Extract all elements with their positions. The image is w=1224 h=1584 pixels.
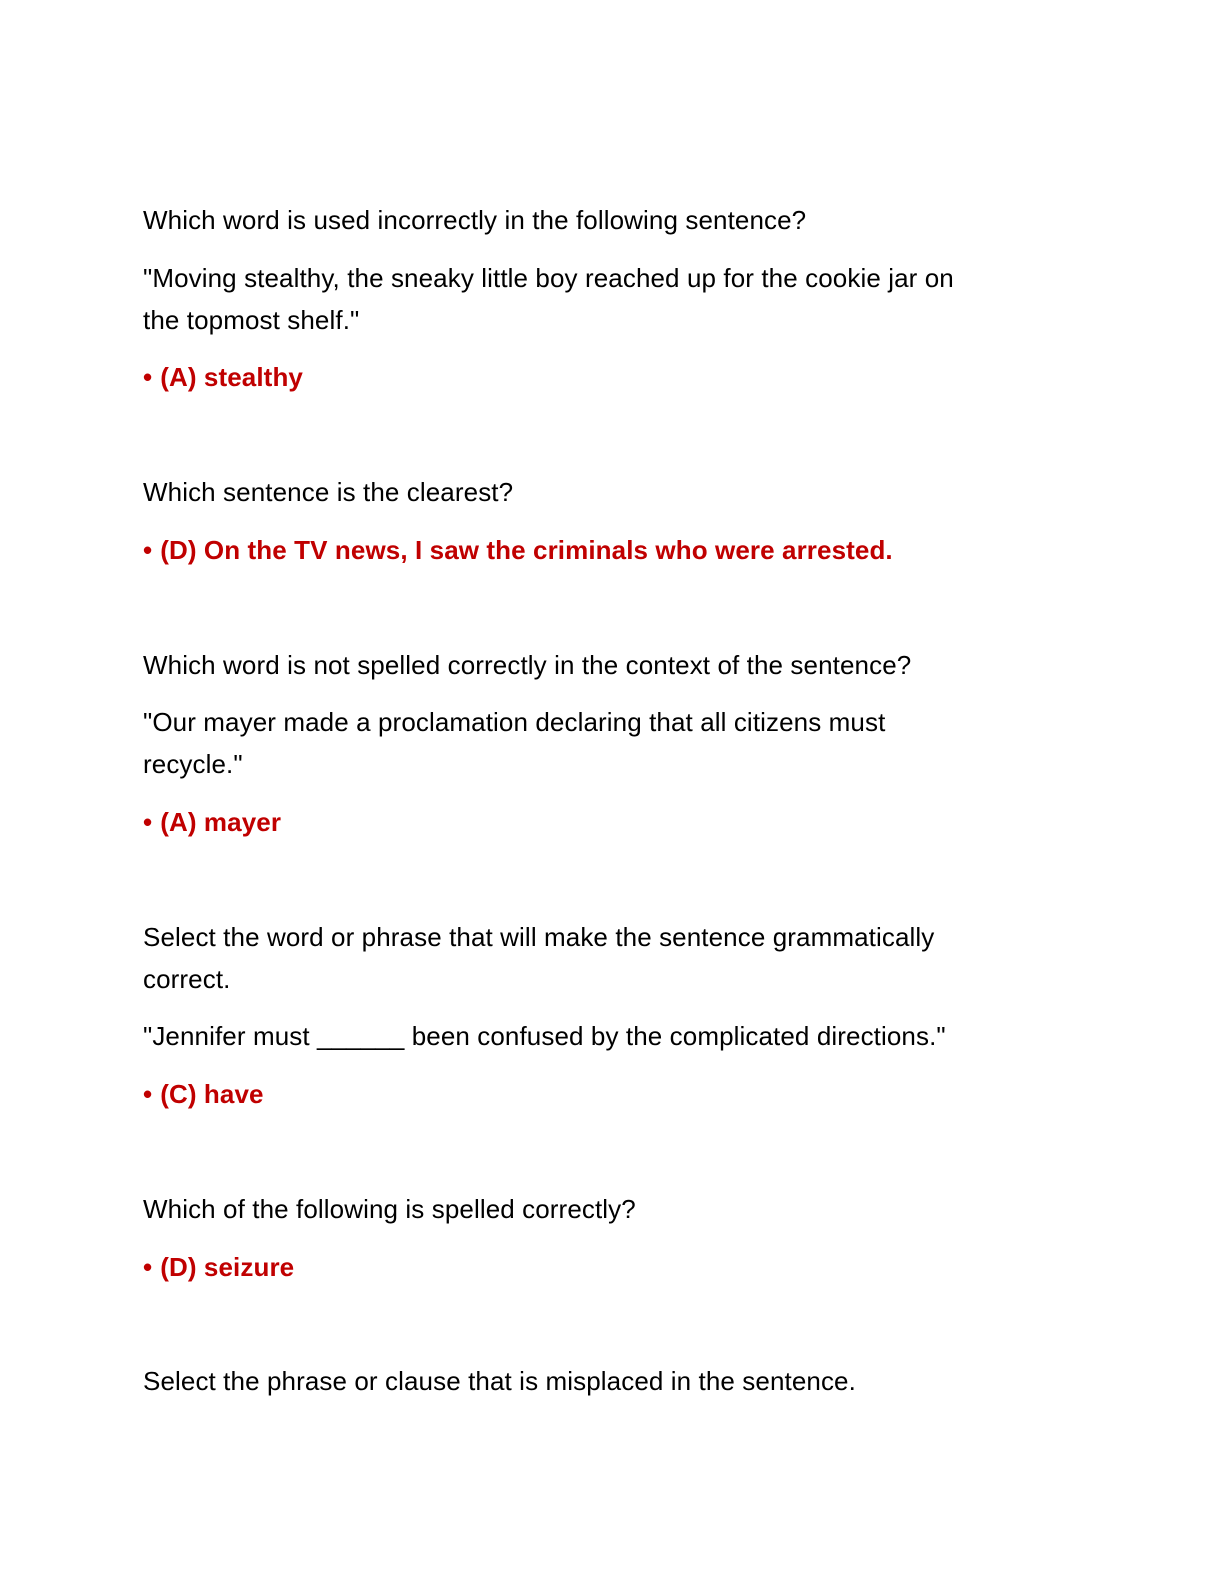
answer-3-text: (A) mayer <box>160 807 282 837</box>
question-1: Which word is used incorrectly in the following sentence? <box>143 205 807 235</box>
bullet-icon: • <box>143 535 153 565</box>
answer-5 <box>143 1251 294 1283</box>
answer-1-text: (A) stealthy <box>160 362 303 392</box>
bullet-icon: • <box>143 1252 153 1282</box>
question-5: Which of the following is spelled correctly? <box>143 1194 636 1224</box>
bullet-icon: • <box>143 807 153 837</box>
bullet-icon: • <box>143 1079 153 1109</box>
answer-4 <box>143 1078 264 1110</box>
answer-2 <box>143 534 893 566</box>
question-6: Select the phrase or clause that is misplaced in the sentence. <box>143 1366 856 1396</box>
answer-4-text: (C) have <box>160 1079 264 1109</box>
question-4-line-2: correct. <box>143 964 231 994</box>
answer-1 <box>143 361 303 393</box>
bullet-icon: • <box>143 362 153 392</box>
sentence-1-line-2: the topmost shelf." <box>143 305 360 335</box>
question-4-line-1: Select the word or phrase that will make the sentence grammatically <box>143 922 935 952</box>
sentence-4: "Jennifer must ______ been confused by the complicated directions." <box>143 1021 946 1051</box>
sentence-1-line-1: "Moving stealthy, the sneaky little boy reached up for the cookie jar on <box>143 263 954 293</box>
answer-3 <box>143 806 281 838</box>
question-3: Which word is not spelled correctly in the context of the sentence? <box>143 650 912 680</box>
answer-2-text: (D) On the TV news, I saw the criminals who were arrested. <box>160 535 893 565</box>
sentence-3-line-1: "Our mayer made a proclamation declaring that all citizens must <box>143 707 886 737</box>
sentence-3-line-2: recycle." <box>143 749 243 779</box>
question-2: Which sentence is the clearest? <box>143 477 514 507</box>
answer-5-text: (D) seizure <box>160 1252 295 1282</box>
